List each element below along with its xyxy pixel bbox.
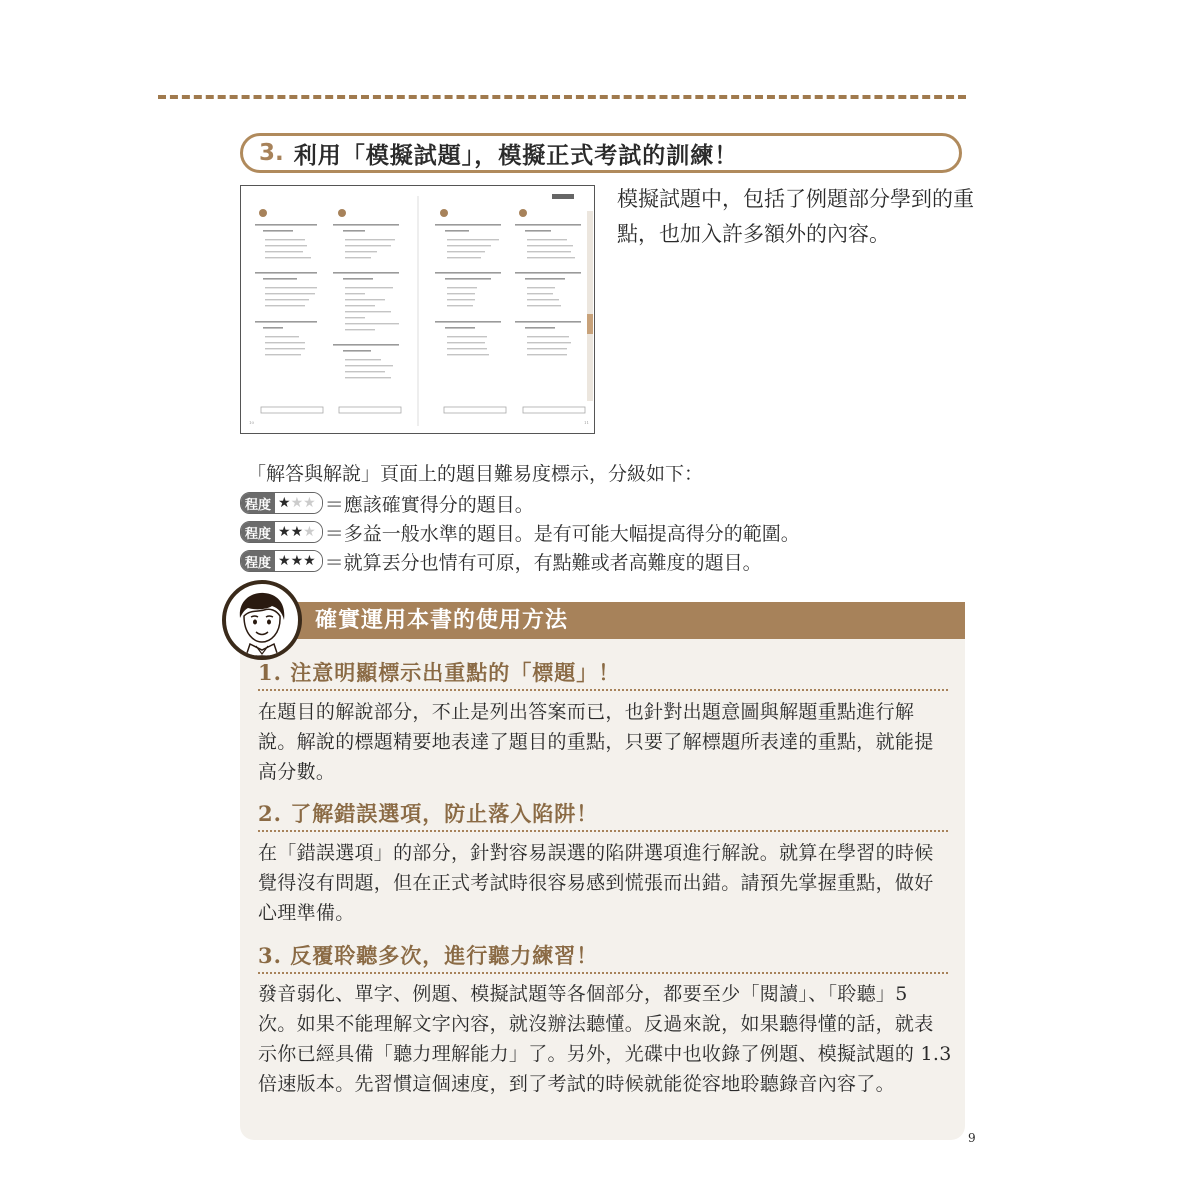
star-off-icon: ★★ <box>290 495 316 511</box>
tip-2-body: 在「錯誤選項」的部分，針對容易誤選的陷阱選項進行解說。就算在學習的時候覺得沒有問題，但在正式考試時很容易感到慌張而出錯。請預先掌握重點，做好心理準備。 <box>258 842 934 924</box>
tip-3-divider <box>258 972 948 974</box>
difficulty-desc: ＝多益一般水準的題目。是有可能大幅提高得分的範圍。 <box>324 522 800 545</box>
star-rating-icon <box>275 551 322 571</box>
mock-exam-intro-text: 模擬試題中，包括了例題部分學到的重點，也加入許多額外的內容。 <box>617 187 974 246</box>
section-3-header <box>240 133 962 173</box>
difficulty-level-3 <box>240 548 762 574</box>
mock-exam-thumbnail <box>240 185 595 434</box>
tip-1-heading: 1. 注意明顯標示出重點的「標題」！ <box>258 660 621 685</box>
difficulty-badge <box>240 492 323 514</box>
tip-2-divider <box>258 830 948 832</box>
difficulty-desc: ＝應該確實得分的題目。 <box>324 493 534 516</box>
section-3-number: 3. <box>259 140 284 166</box>
difficulty-level-2 <box>240 519 800 545</box>
page-number: 9 <box>968 1131 976 1145</box>
star-on-icon: ★★★ <box>278 553 316 569</box>
difficulty-label: 程度 <box>241 522 275 542</box>
section-3-title: 利用「模擬試題」，模擬正式考試的訓練！ <box>293 142 739 169</box>
difficulty-intro: 「解答與解說」頁面上的題目難易度標示，分級如下： <box>247 463 704 485</box>
mock-exam-page-image <box>241 186 595 434</box>
tip-2-heading: 2. 了解錯誤選項，防止落入陷阱！ <box>258 801 599 826</box>
tip-3-heading: 3. 反覆聆聽多次，進行聽力練習！ <box>258 943 599 968</box>
difficulty-level-1 <box>240 490 534 516</box>
star-on-icon: ★★ <box>278 524 304 540</box>
difficulty-label: 程度 <box>241 551 275 571</box>
star-off-icon: ★ <box>303 524 316 540</box>
star-rating-icon <box>275 522 322 542</box>
difficulty-badge <box>240 521 323 543</box>
difficulty-badge <box>240 550 323 572</box>
tip-1-body: 在題目的解說部分，不止是列出答案而已，也針對出題意圖與解題重點進行解說。解說的標題精要地表達了題目的重點，只要了解標題所表達的重點，就能提高分數。 <box>258 701 934 783</box>
star-on-icon: ★ <box>278 495 291 511</box>
star-rating-icon <box>275 493 322 513</box>
top-dashed-divider <box>158 95 966 99</box>
usage-panel-title: 確實運用本書的使用方法 <box>315 608 569 633</box>
tip-3-body: 發音弱化、單字、例題、模擬試題等各個部分，都要至少「閱讀」、「聆聽」5 次。如果不能理解文字內容，就沒辦法聽懂。反過來說，如果聽得懂的話，就表示你已經具備「聽力理解能力」了。另外，光碟中也收錄了例題、模擬試題的 1.3 倍速版本。先習慣這個速度，到了考試的時候就能從容地聆聽錄音內容了。 <box>258 983 952 1095</box>
difficulty-label: 程度 <box>241 493 275 513</box>
svg-text:11: 11 <box>584 420 590 425</box>
tip-1-divider <box>258 689 948 691</box>
teacher-avatar-icon <box>222 580 302 660</box>
svg-text:10: 10 <box>249 420 255 425</box>
difficulty-desc: ＝就算丟分也情有可原，有點難或者高難度的題目。 <box>324 551 762 574</box>
